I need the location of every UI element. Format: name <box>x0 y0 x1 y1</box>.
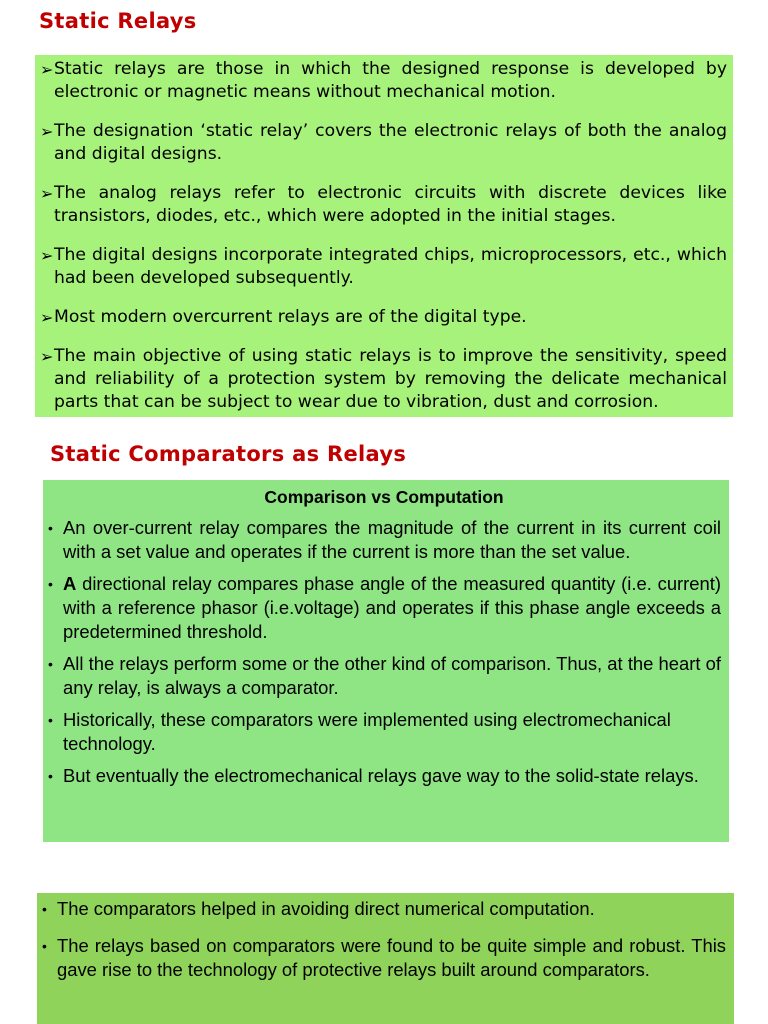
comparison-box-title: Comparison vs Computation <box>264 487 504 507</box>
bullet-dot-icon: • <box>42 901 47 917</box>
bullet-dot-icon: • <box>48 768 53 784</box>
bullet-dot-icon: • <box>48 520 53 536</box>
arrow-bullet-icon: ➢ <box>40 308 54 327</box>
list-item <box>47 764 721 788</box>
bullet-dot-icon: • <box>42 938 47 954</box>
list-item-text: Static relays are those in which the designed response is developed by electronic or magnetic means without mechanical motion. <box>54 59 727 102</box>
arrow-bullet-icon: ➢ <box>40 246 54 265</box>
list-item <box>47 572 721 644</box>
list-item-text: The analog relays refer to electronic circuits with discrete devices like transistors, diodes, etc., which were adopted in the initial stages. <box>54 183 727 226</box>
list-item <box>41 244 727 290</box>
bullet-dot-icon: • <box>48 656 53 672</box>
list-item-text: Most modern overcurrent relays are of the digital type. <box>54 307 527 327</box>
bullet-dot-icon: • <box>48 712 53 728</box>
list-item <box>41 934 726 982</box>
list-item-lead: A <box>63 573 77 594</box>
list-item <box>41 897 726 921</box>
list-item-text: The comparators helped in avoiding direct numerical computation. <box>57 898 595 919</box>
list-item-text: The designation ‘static relay’ covers the electronic relays of both the analog and digital designs. <box>54 121 727 164</box>
list-item <box>41 306 727 329</box>
arrow-bullet-icon: ➢ <box>40 60 54 79</box>
static-relays-box <box>35 55 733 417</box>
list-item-text: directional relay compares phase angle of the measured quantity (i.e. current) with a reference phasor (i.e.voltage) and operates if this phase angle exceeds a predetermined threshold. <box>63 573 721 642</box>
list-item-text: The main objective of using static relays is to improve the sensitivity, speed and reliability of a protection system by removing the delicate mechanical parts that can be subject to wear due to vibration, dust and corrosion. <box>54 346 727 412</box>
list-item-text: But eventually the electromechanical relays gave way to the solid-state relays. <box>63 765 699 786</box>
list-item <box>47 708 721 756</box>
comparators-summary-box <box>37 893 734 1024</box>
list-item <box>41 345 727 414</box>
list-item <box>41 58 727 104</box>
static-relays-list <box>41 58 727 414</box>
arrow-bullet-icon: ➢ <box>40 184 54 203</box>
static-comparators-heading: Static Comparators as Relays <box>50 442 407 466</box>
comparison-list <box>47 516 721 788</box>
list-item <box>47 652 721 700</box>
list-item <box>41 182 727 228</box>
list-item-text: An over-current relay compares the magnitude of the current in its current coil with a set value and operates if the current is more than the set value. <box>63 517 721 562</box>
arrow-bullet-icon: ➢ <box>40 122 54 141</box>
comparators-summary-list <box>41 897 726 982</box>
list-item-text: The relays based on comparators were found to be quite simple and robust. This gave rise to the technology of protective relays built around comparators. <box>57 935 726 980</box>
arrow-bullet-icon: ➢ <box>40 347 54 366</box>
comparison-box <box>43 480 729 842</box>
list-item <box>41 120 727 166</box>
bullet-dot-icon: • <box>48 576 53 592</box>
list-item-text: Historically, these comparators were implemented using electromechanical technology. <box>63 709 671 754</box>
list-item-text: The digital designs incorporate integrated chips, microprocessors, etc., which had been developed subsequently. <box>54 245 727 288</box>
static-relays-heading: Static Relays <box>39 9 197 33</box>
list-item <box>47 516 721 564</box>
list-item-text: All the relays perform some or the other kind of comparison. Thus, at the heart of any relay, is always a comparator. <box>63 653 721 698</box>
